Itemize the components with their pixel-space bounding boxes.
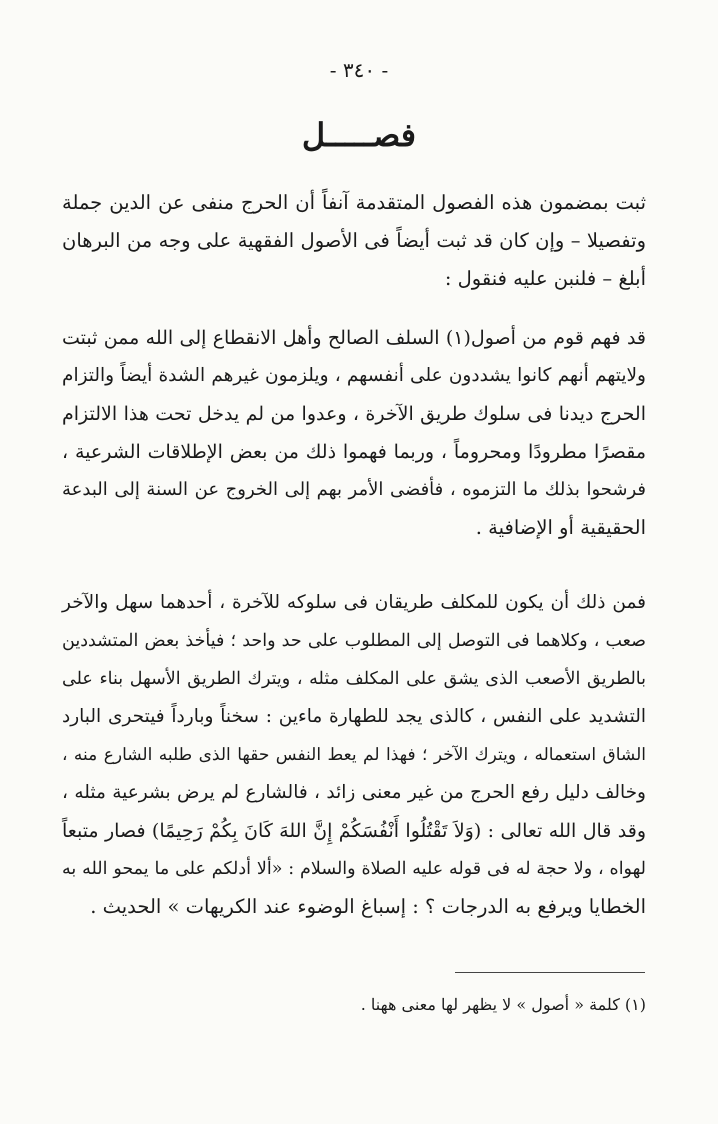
- text-line: الشاق استعماله ، ويترك الآخر ؛ فهذا لم يعط النفس حقها الذى طلبه الشارع منه ،: [62, 745, 646, 765]
- text-line: وخالف دليل رفع الحرج من غير معنى زائد ، فالشارع لم يرض بشرعية مثله ،: [62, 782, 646, 803]
- footnote: (١) كلمة « أصول » لا يظهر لها معنى ههنا .: [360, 995, 646, 1014]
- text-line: التشديد على النفس ، كالذى يجد للطهارة ماءين : سخناً وبارداً فيتحرى البارد: [62, 706, 646, 727]
- footnote-divider: [455, 972, 645, 973]
- paragraph-2: [62, 319, 646, 547]
- text-line: قد فهم قوم من أصول(١) السلف الصالح وأهل الانقطاع إلى الله ممن ثبتت: [62, 327, 646, 349]
- text-line: الحرج ديدنا فى سلوك طريق الآخرة ، وعدوا من لم يدخل تحت هذا الالتزام: [62, 403, 646, 425]
- text-line: مقصرًا مطرودًا ومحروماً ، وربما فهموا ذلك من بعض الإطلاقات الشرعية ،: [62, 441, 646, 463]
- paragraph-1: [62, 184, 646, 298]
- text-line: لهواه ، ولا حجة له فى قوله عليه الصلاة والسلام : «ألا أدلكم على ما يمحو الله به: [62, 859, 646, 879]
- text-line: أبلغ – فلنبن عليه فنقول :: [444, 267, 646, 290]
- text-line: وتفصيلا – وإن كان قد ثبت أيضاً فى الأصول الفقهية على وجه من البرهان: [62, 229, 646, 252]
- text-line: ثبت بمضمون هذه الفصول المتقدمة آنفاً أن الحرج منفى عن الدين جملة: [62, 191, 646, 214]
- text-line: صعب ، وكلاهما فى التوصل إلى المطلوب على حد واحد ؛ فيأخذ بعض المتشددين: [62, 631, 646, 651]
- chapter-title: فصـــــل: [301, 116, 417, 154]
- text-line: وقد قال الله تعالى : (وَلاَ تَقْتُلُوا أَنْفُسَكُمْ إِنَّ اللهَ كَانَ بِكُمْ رَحِيمًا) فصار متبعاً: [62, 820, 646, 842]
- text-line: الخطايا ويرفع به الدرجات ؟ : إسباغ الوضوء عند الكريهات » الحديث .: [90, 895, 646, 918]
- text-line: فرشحوا بذلك ما التزموه ، فأفضى الأمر بهم إلى الخروج عن السنة إلى البدعة: [62, 479, 647, 500]
- text-line: الحقيقية أو الإضافية .: [475, 516, 646, 539]
- paragraph-3: [62, 584, 646, 926]
- text-line: ولايتهم أنهم كانوا يشددون على أنفسهم ، ويلزمون غيرهم الشدة أيضاً والتزام: [62, 365, 646, 386]
- page-number: - ٣٤٠ -: [329, 58, 389, 82]
- text-line: بالطريق الأصعب الذى يشق على المكلف مثله ، ويترك الطريق الأسهل بناء على: [62, 669, 646, 689]
- text-line: فمن ذلك أن يكون للمكلف طريقان فى سلوكه للآخرة ، أحدهما سهل والآخر: [62, 592, 646, 613]
